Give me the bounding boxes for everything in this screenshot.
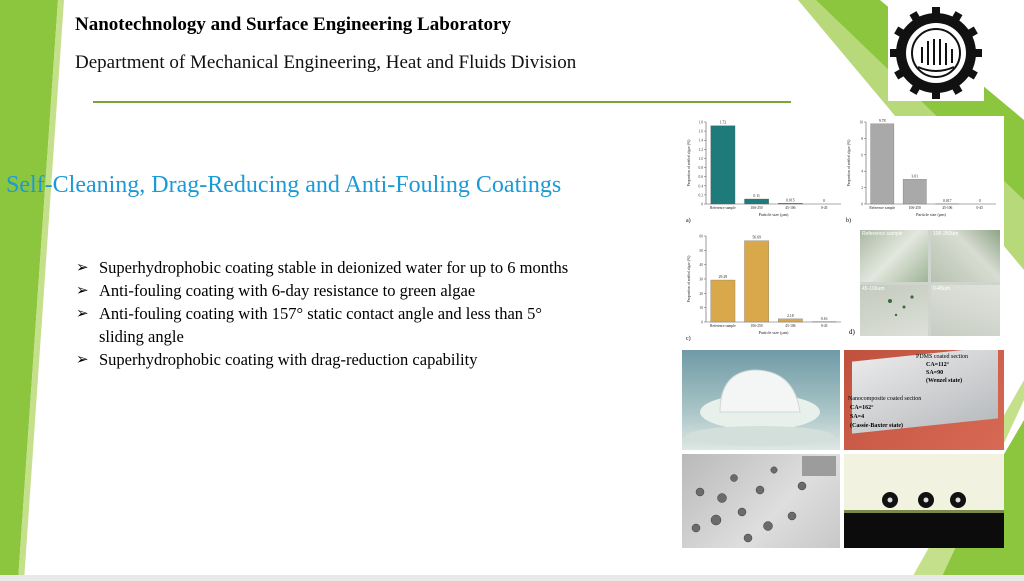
panel-label: c) [686,336,691,342]
main-title: Self-Cleaning, Drag-Reducing and Anti-Fouling Coatings [6,172,562,198]
y-tick-label: 1.6 [698,129,703,134]
arrow-bullet-icon: ➢ [76,304,89,322]
bar [871,124,894,204]
bar-value-label: 3.01 [911,174,919,179]
header-divider [93,101,791,103]
bar-value-label: 1.72 [719,120,727,125]
lab-name: Nanotechnology and Surface Engineering Laboratory [75,14,511,35]
cassie-label: (Cassie-Baxter state) [850,423,904,429]
category-label: 106-250 [908,206,921,210]
y-tick-label: 10 [699,306,703,311]
y-tick-label: 1.2 [698,147,703,152]
y-tick-label: 8 [861,136,863,141]
y-tick-label: 6 [861,153,863,158]
y-tick-label: 10 [859,120,863,125]
category-label: Reference sample [869,206,896,210]
category-label: 45-106 [942,206,953,210]
bar-value-label: 2.18 [787,313,794,318]
sa1-label: SA=90 [926,370,944,376]
bar [711,126,735,204]
micrograph-0-45 [931,285,1000,336]
x-axis-label: Particle size (µm) [758,330,789,335]
x-axis-label: Particle size (µm) [916,212,946,217]
chart-b [844,116,1004,226]
y-tick-label: 40 [699,263,703,268]
y-axis-label: Proportion of settled algae (%) [847,139,851,187]
y-tick-label: 2 [861,186,863,191]
bar-value-label: 0 [823,199,826,203]
micrograph-106-250 [931,230,1000,282]
bullet-text: Anti-fouling coating with 6-day resistance to green algae [99,281,476,300]
nano-label: Nanocomposite coated section [848,396,922,402]
y-axis-label: Proportion of settled algae (%) [687,139,691,187]
bar [778,203,802,204]
contact-angle-photo [844,454,1004,548]
bar-value-label: 0.015 [786,198,795,203]
bar [778,319,802,322]
arrow-bullet-icon: ➢ [76,258,89,276]
category-label: 45-106 [785,324,796,328]
bullet-text: Superhydrophobic coating with drag-reduction capability [99,350,478,369]
slide-bottom-border [0,575,1024,581]
chart-a [684,116,849,226]
bullet-text: Anti-fouling coating with 157° static contact angle and less than 5° sliding angle [99,304,543,346]
bar [744,241,768,322]
panel-label-d: d) [849,328,855,336]
plate-sheet [852,350,998,434]
y-tick-label: 20 [699,291,703,296]
arrow-bullet-icon: ➢ [76,350,89,368]
category-label: Reference sample [710,324,736,328]
y-tick-label: 0.8 [698,166,703,171]
y-tick-label: 0 [861,202,863,207]
micrograph-grid [860,230,1000,336]
ca1-label: CA=112° [926,362,950,368]
category-label: 45-106 [785,206,796,210]
y-tick-label: 1.8 [698,120,703,125]
department-name: Department of Mechanical Engineering, Heat and Fluids Division [75,52,577,73]
bullet-text: Superhydrophobic coating stable in deionized water for up to 6 months [99,258,569,277]
bar [744,199,768,204]
bullet-item [76,302,576,348]
y-tick-label: 60 [699,234,703,239]
bar-value-label: 56.69 [752,235,761,240]
arrow-bullet-icon: ➢ [76,281,89,299]
y-tick-label: 30 [699,277,703,282]
contact-angle-droplets-icon [844,454,1004,548]
bullet-item [76,256,576,279]
x-axis-label: Particle size (µm) [758,212,789,217]
university-logo [888,5,984,101]
bar-value-label: 0 [978,199,981,203]
bar [711,280,735,322]
bar-value-label: 0.11 [753,193,760,198]
bar-value-label: 0.16 [820,316,828,321]
category-label: 0-45 [976,206,984,210]
y-tick-label: 4 [861,169,863,174]
category-label: Reference sample [710,206,736,210]
panel-label: b) [846,218,851,224]
micrograph-label: 45-106um [862,286,885,292]
bar-value-label: 0.017 [942,198,952,203]
y-tick-label: 0.6 [698,175,703,180]
y-tick-label: 1.0 [698,156,703,161]
y-tick-label: 0.2 [698,193,703,198]
bar [903,179,926,204]
micrograph-label: Reference sample [862,231,903,237]
y-axis-label: Proportion of settled algae (%) [687,255,691,303]
y-tick-label: 0 [701,202,703,207]
y-tick-label: 1.4 [698,138,703,143]
category-label: 106-250 [750,206,763,210]
bullet-list [76,256,576,371]
sa2-label: SA=4 [850,414,865,420]
category-label: 0-45 [820,206,828,210]
bar-value-label: 29.29 [718,275,728,280]
water-droplets-icon [682,454,840,548]
wenzel-label: (Wenzel state) [926,378,963,384]
algae-spots [860,285,928,336]
bullet-item [76,279,576,302]
coated-plate-photo [844,350,1004,450]
photo-panel [682,350,1004,548]
y-tick-label: 0.4 [698,184,703,189]
y-tick-label: 50 [699,248,703,253]
ca2-label: CA=162° [850,405,874,411]
pdms-label: PDMS coated section [916,354,968,360]
category-label: 0-45 [820,324,828,328]
water-droplet-dome-icon [682,350,840,450]
chart-c [684,230,849,344]
micrograph-label: 0-45um [933,286,950,292]
droplets-on-surface-photo [682,454,840,548]
bar-value-label: 9.78 [878,118,886,123]
panel-label: a) [686,218,691,224]
green-decoration-left [0,0,70,581]
university-gear-emblem-icon [888,5,984,101]
micrograph-label: 106-250um [933,231,959,237]
category-label: 106-250 [750,324,763,328]
micrograph-reference [860,230,928,282]
bullet-item [76,348,576,371]
micrograph-45-106 [860,285,928,336]
droplet-photo-large [682,350,840,450]
y-tick-label: 0 [701,320,703,325]
algae-figure-panel [684,116,1004,344]
